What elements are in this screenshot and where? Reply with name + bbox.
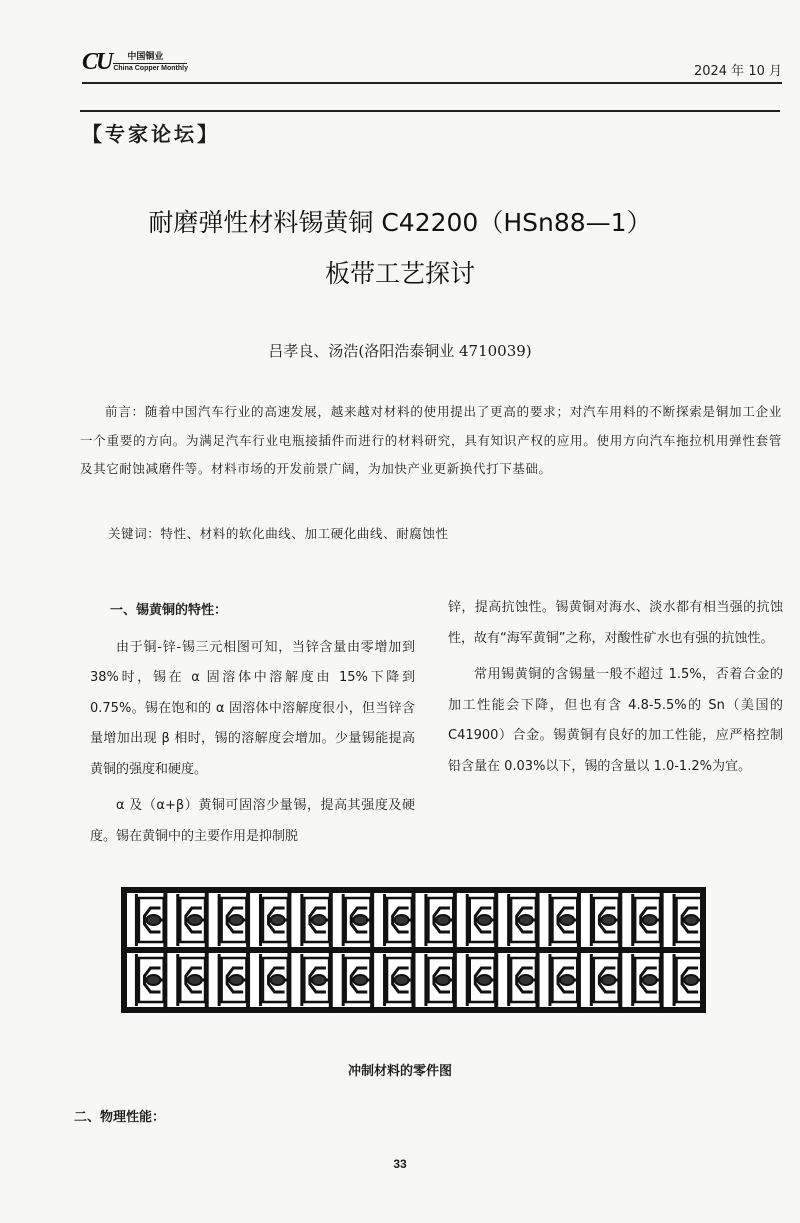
logo-english-name: China Copper Monthly: [113, 65, 189, 72]
article-keywords: 关键词：特性、材料的软化曲线、加工硬化曲线、耐腐蚀性: [108, 526, 449, 541]
stamped-strip-drawing: [120, 886, 707, 1014]
section-divider: [80, 110, 780, 112]
body-paragraph: 锌，提高抗蚀性。锡黄铜对海水、淡水都有相当强的抗蚀性，故有“海军黄铜”之称，对酸性矿水也有强的抗蚀性。: [448, 600, 783, 646]
page-number: 33: [393, 1157, 407, 1171]
article-title-line-1: 耐磨弹性材料锡黄铜 C42200（HSn88—1）: [148, 208, 652, 237]
journal-logo: [82, 50, 188, 74]
section-2-heading: 二、物理性能：: [74, 1110, 166, 1125]
article-authors: 吕孝良、汤浩(洛阳浩泰铜业 4710039): [268, 342, 532, 360]
section-1-heading: 一、锡黄铜的特性：: [110, 603, 228, 618]
figure-caption: 冲制材料的零件图: [347, 1064, 452, 1079]
body-paragraph: α 及（α+β）黄铜可固溶少量锡，提高其强度及硬度。锡在黄铜中的主要作用是抑制脱: [90, 798, 415, 844]
body-column-left: [90, 596, 415, 852]
logo-mark: CU: [82, 49, 112, 75]
issue-date: 2024 年 10 月: [693, 64, 782, 79]
column-tag: 【专家论坛】: [82, 122, 220, 146]
journal-header: [82, 50, 782, 80]
body-paragraph: 常用锡黄铜的含锡量一般不超过 1.5%，否着合金的加工性能会下降，但也有含 4.8-5.5%的 Sn（美国的 C41900）合金。锡黄铜有良好的加工性能，应严格控制铅含量在 0.03%以下，锡的含量以 1.0-1.2%为宜。: [448, 667, 783, 774]
article-abstract: 前言：随着中国汽车行业的高速发展，越来越对材料的使用提出了更高的要求；对汽车用料的不断探索是铜加工企业一个重要的方向。为满足汽车行业电瓶接插件而进行的材料研究，具有知识产权的应用。使用方向汽车拖拉机用弹性套管及其它耐蚀减磨件等。材料市场的开发前景广阔，为加快产业更新换代打下基础。: [80, 404, 782, 476]
article-title-line-2: 板带工艺探讨: [324, 259, 475, 288]
body-paragraph: 由于铜-锌-锡三元相图可知，当锌含量由零增加到 38%时，锡在 α 固溶体中溶解度由 15%下降到 0.75%。锡在饱和的 α 固溶体中溶解度很小，但当锌含量增加出现 β 相时，锡的溶解度会增加。少量锡能提高黄铜的强度和硬度。: [90, 639, 415, 777]
body-column-right: [448, 593, 783, 782]
logo-chinese-name: 中国铜业: [113, 52, 187, 64]
stamped-parts-figure: [120, 886, 707, 1014]
header-divider: [82, 82, 782, 84]
